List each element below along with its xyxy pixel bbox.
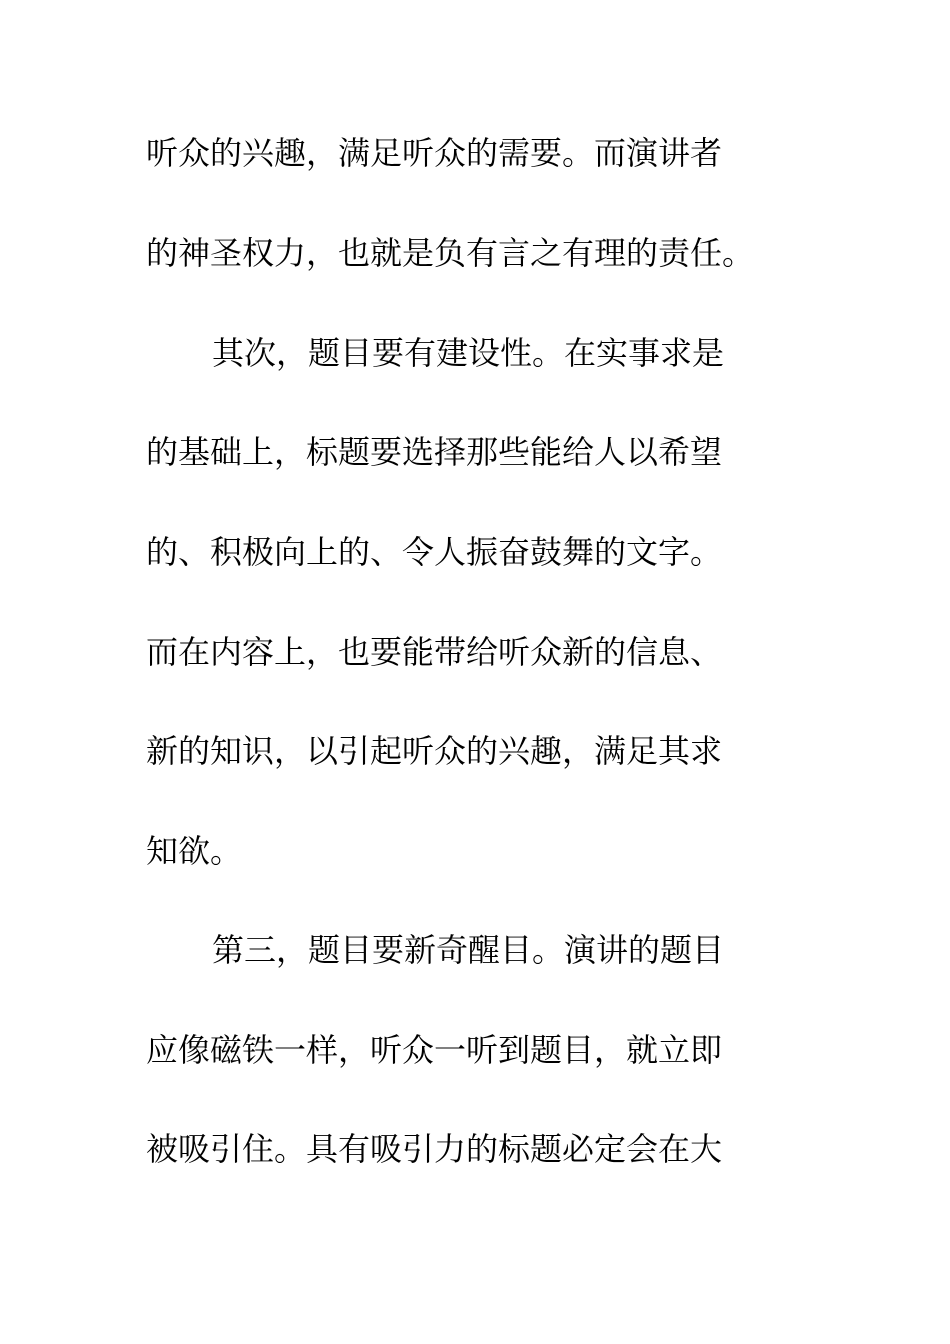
text-line: 新的知识，以引起听众的兴趣，满足其求 bbox=[146, 732, 723, 770]
text-line: 而在内容上，也要能带给听众新的信息、 bbox=[146, 633, 723, 671]
paragraph-start-line: 其次，题目要有建设性。在实事求是 bbox=[212, 334, 725, 372]
text-line: 的神圣权力，也就是负有言之有理的责任。 bbox=[146, 234, 755, 272]
text-line: 被吸引住。具有吸引力的标题必定会在大 bbox=[146, 1130, 723, 1168]
text-line: 的基础上，标题要选择那些能给人以希望 bbox=[146, 433, 723, 471]
text-line: 的、积极向上的、令人振奋鼓舞的文字。 bbox=[146, 533, 723, 571]
text-line: 知欲。 bbox=[146, 832, 243, 870]
text-line: 应像磁铁一样，听众一听到题目，就立即 bbox=[146, 1031, 723, 1069]
text-line: 听众的兴趣，满足听众的需要。而演讲者 bbox=[146, 134, 723, 172]
paragraph-start-line: 第三，题目要新奇醒目。演讲的题目 bbox=[212, 931, 725, 969]
